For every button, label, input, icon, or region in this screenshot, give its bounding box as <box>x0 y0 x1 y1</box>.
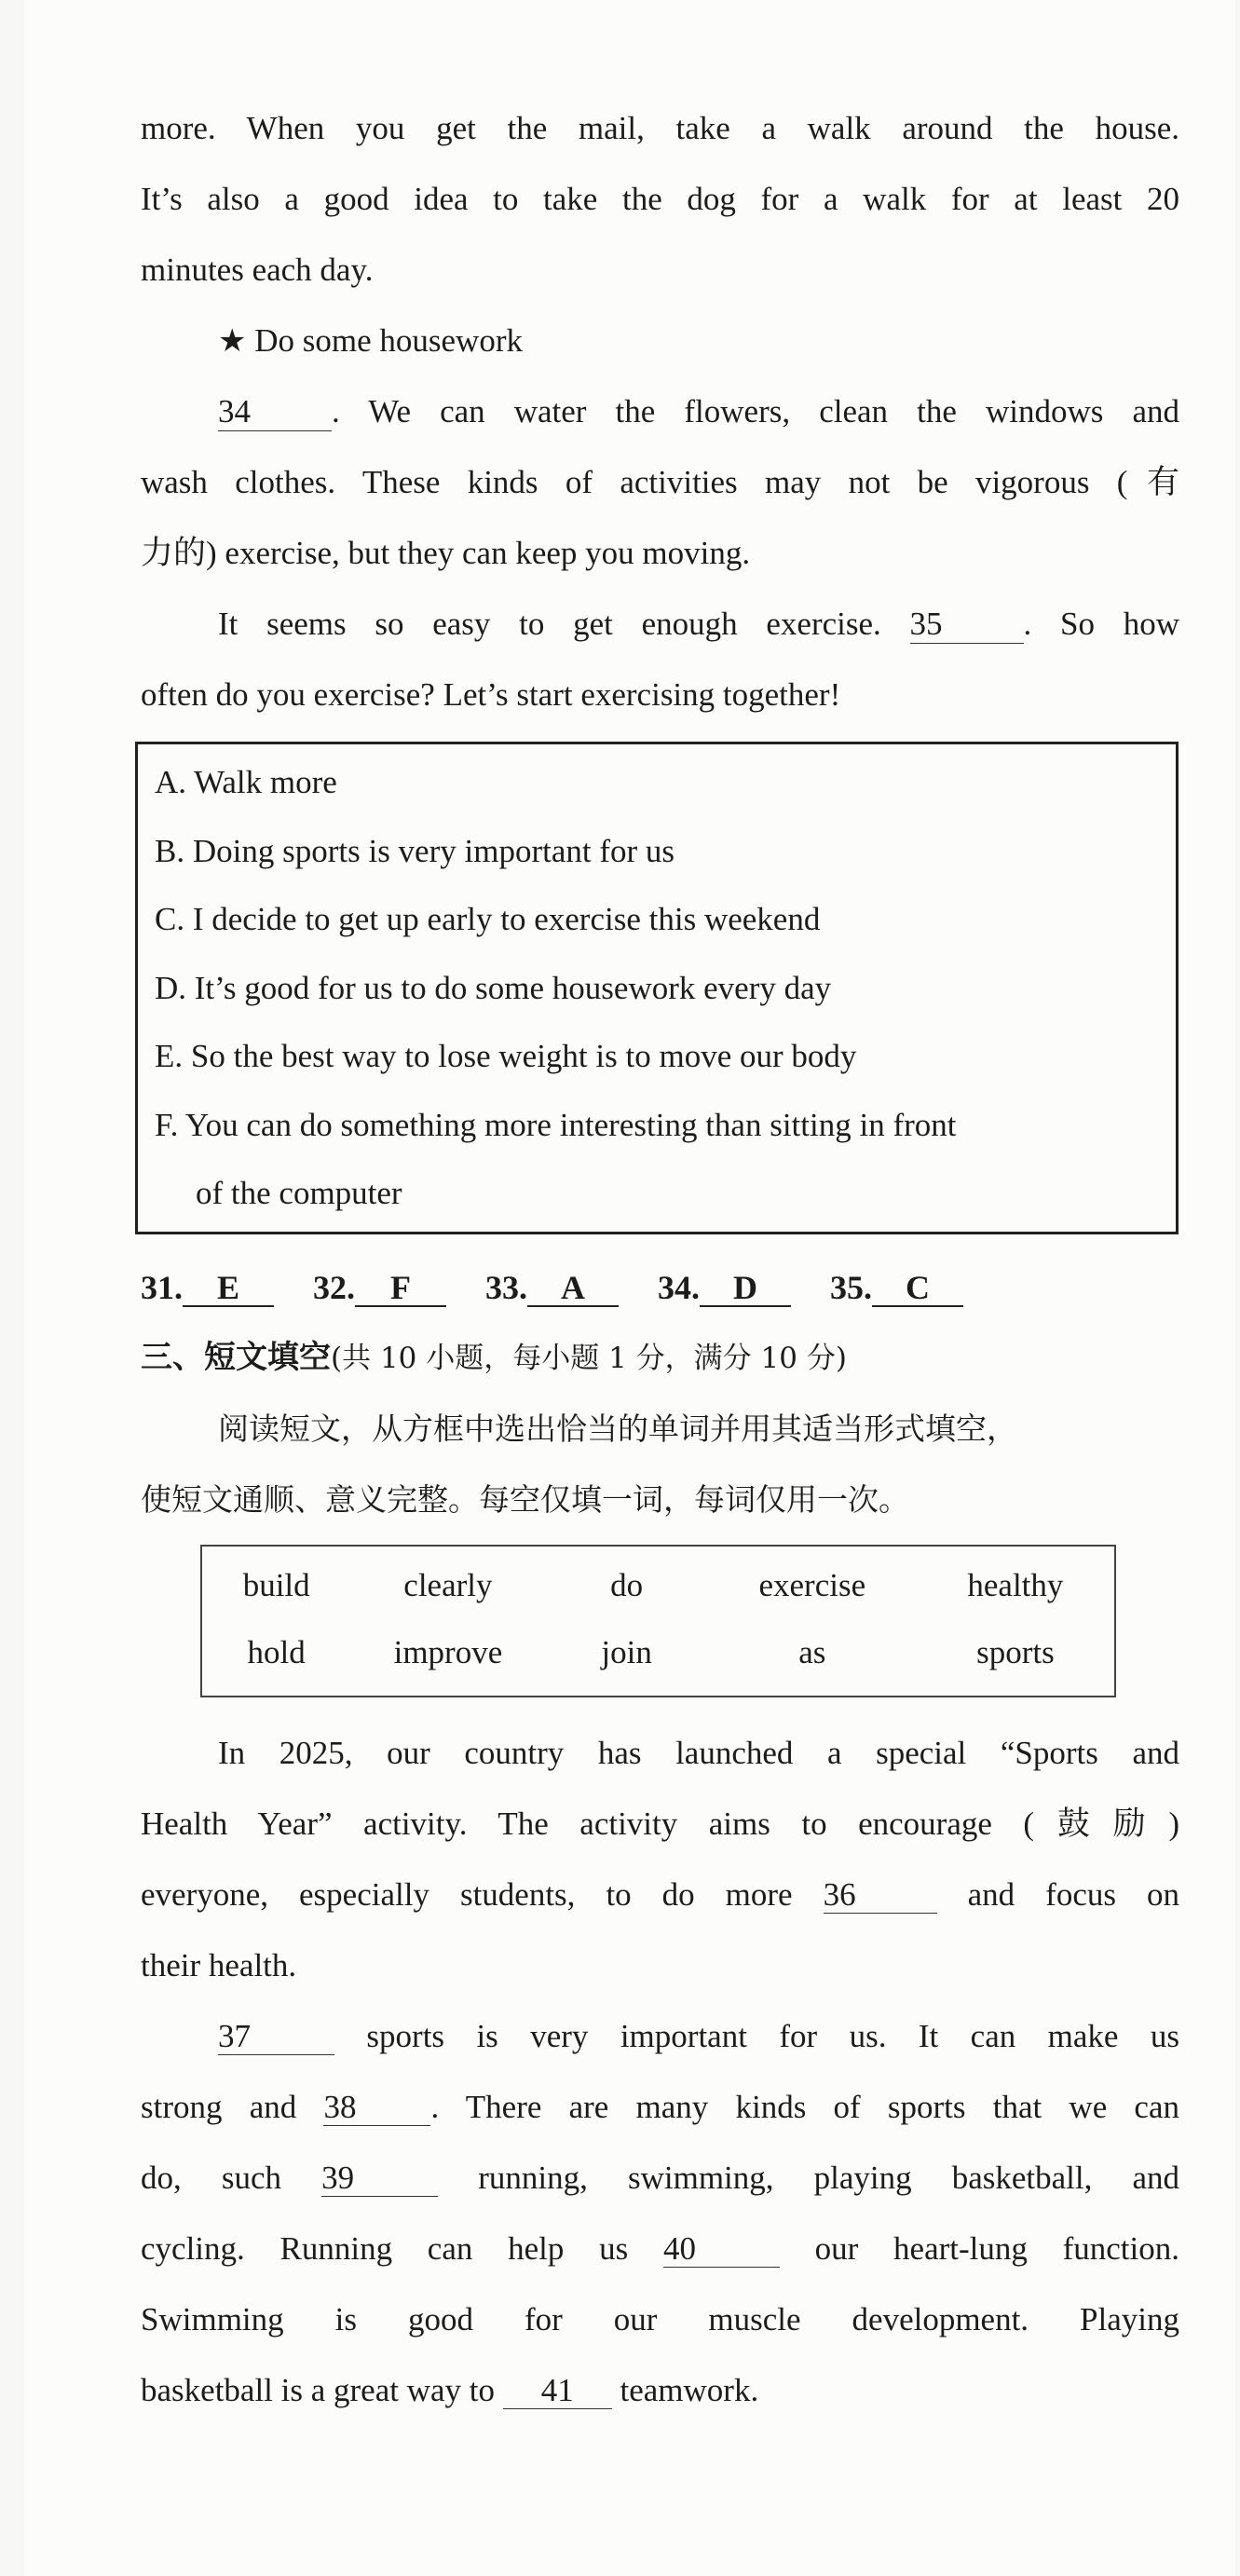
subheading-housework: ★ Do some housework <box>218 322 523 360</box>
word-improve: improve <box>393 1633 503 1670</box>
option-b: B. Doing sports is very important for us <box>155 832 675 869</box>
passage-line: It seems so easy to get enough exercise. 35 . So how <box>218 606 1180 642</box>
worksheet-content <box>141 93 1179 2426</box>
answer-34: 34. D <box>658 1253 791 1322</box>
blank-40[interactable]: 40 <box>663 2231 780 2269</box>
answer-32: 32. F <box>313 1253 446 1322</box>
blank-34[interactable]: 34 <box>218 394 332 431</box>
options-box <box>135 742 1179 1234</box>
passage-line: cycling. Running can help us 40 our heart-lung function. <box>141 2229 1180 2267</box>
option-e: E. So the best way to lose weight is to move our body <box>155 1038 857 1074</box>
word-hold: hold <box>247 1633 306 1670</box>
section-three-title: 三、短文填空(共 10 小题，每小题 1 分，满分 10 分) <box>141 1338 847 1376</box>
star-icon: ★ <box>218 322 247 360</box>
instruction-line: 阅读短文，从方框中选出恰当的单词并用其适当形式填空， <box>218 1410 1017 1447</box>
passage-line: It’s also a good idea to take the dog for a walk for at least 20 <box>141 181 1179 217</box>
passage-line: do, such 39 running, swimming, playing basketball, and <box>141 2159 1179 2196</box>
word-build: build <box>242 1566 310 1603</box>
passage-line: their health. <box>141 1946 297 1983</box>
blank-35[interactable]: 35 <box>910 607 1024 644</box>
passage-continuation <box>141 93 1179 730</box>
passage-line: 力的) exercise, but they can keep you moving. <box>141 535 751 571</box>
answer-value[interactable]: E <box>183 1271 274 1308</box>
blank-37[interactable]: 37 <box>218 2019 334 2056</box>
passage-line: In 2025, our country has launched a special “Sports and <box>218 1734 1179 1771</box>
passage-line: Health Year” activity. The activity aims to encourage (鼓励) <box>141 1805 1179 1842</box>
option-d: D. It’s good for us to do some housework every day <box>155 969 832 1006</box>
answer-value[interactable]: C <box>872 1271 963 1308</box>
word-do: do <box>610 1566 644 1603</box>
word-bank-row <box>202 1619 1114 1686</box>
passage-two <box>141 1718 1179 2426</box>
passage-line: 34 . We can water the flowers, clean the windows and <box>218 393 1179 429</box>
blank-39[interactable]: 39 <box>321 2160 438 2198</box>
passage-line: minutes each day. <box>141 252 374 288</box>
option-c: C. I decide to get up early to exercise this weekend <box>155 901 821 937</box>
word-join: join <box>601 1633 652 1670</box>
instruction-line: 使短文通顺、意义完整。每空仅填一词，每词仅用一次。 <box>141 1480 909 1518</box>
word-exercise: exercise <box>758 1566 866 1603</box>
passage-line: basketball is a great way to 41 teamwork. <box>141 2371 759 2408</box>
answer-value[interactable]: F <box>355 1271 446 1308</box>
passage-line: strong and 38 . There are many kinds of sports that we can <box>141 2088 1179 2125</box>
blank-38[interactable]: 38 <box>323 2090 430 2127</box>
word-bank-row <box>202 1552 1114 1619</box>
answer-35: 35. C <box>830 1253 963 1322</box>
answer-31: 31. E <box>141 1253 274 1322</box>
word-clearly: clearly <box>403 1566 493 1603</box>
option-f: F. You can do something more interesting than sitting in front <box>155 1106 957 1143</box>
passage-line: often do you exercise? Let’s start exercising together! <box>141 676 841 713</box>
word-bank-box <box>200 1545 1116 1697</box>
answer-value[interactable]: D <box>700 1271 791 1308</box>
passage-line: wash clothes. These kinds of activities may not be vigorous (有 <box>141 464 1179 500</box>
worksheet-page <box>24 0 1235 2576</box>
passage-line: more. When you get the mail, take a walk around the house. <box>141 110 1179 146</box>
word-as: as <box>798 1633 826 1670</box>
answer-row <box>141 1253 1179 1322</box>
passage-line: Swimming is good for our muscle development. Playing <box>141 2300 1179 2337</box>
word-healthy: healthy <box>967 1566 1064 1603</box>
passage-line: 37 sports is very important for us. It can make us <box>218 2017 1179 2054</box>
blank-36[interactable]: 36 <box>824 1877 937 1915</box>
option-f-continued: of the computer <box>196 1175 402 1211</box>
answer-value[interactable]: A <box>527 1271 619 1308</box>
option-a: A. Walk more <box>155 764 337 800</box>
answer-33: 33. A <box>485 1253 619 1322</box>
blank-41[interactable]: 41 <box>503 2373 612 2410</box>
word-sports: sports <box>976 1633 1055 1670</box>
passage-line: everyone, especially students, to do more 36 and focus on <box>141 1875 1180 1913</box>
